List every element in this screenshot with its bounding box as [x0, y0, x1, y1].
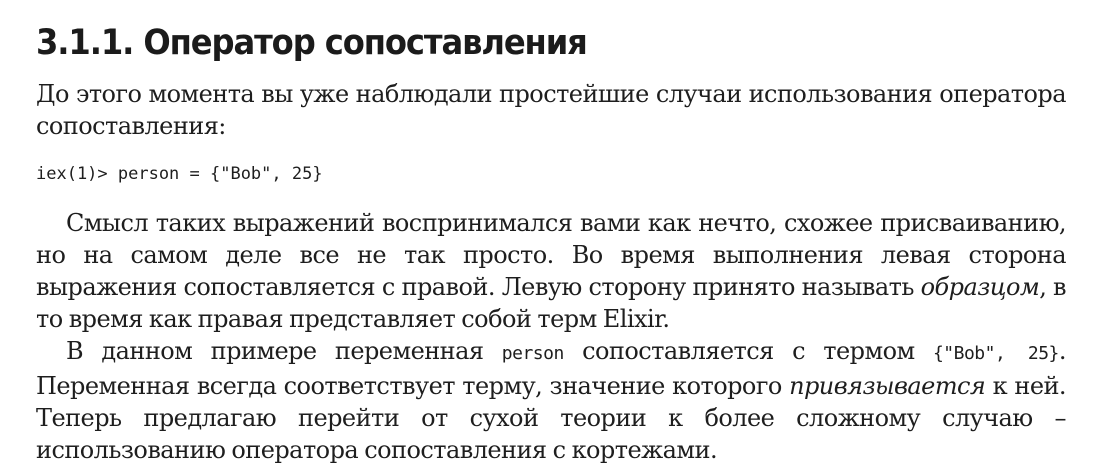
intro-paragraph: До этого момента вы уже наблюдали простейшие случаи использования оператора сопоставления:: [36, 80, 1066, 140]
paragraph-text: . Переменная всегда соответствует терму, значение которого: [36, 337, 1066, 400]
paragraph-text: к ней. Теперь предлагаю перейти от сухой теории к более сложному случаю – использованию оператора сопоставления с кортежами.: [36, 372, 1066, 464]
paragraph-text: Смысл таких выражений воспринимался вами как нечто, схожее присваиванию, но на самом деле все не так просто. Во время выполнения левая сторона выражения сопоставляется с правой. Левую сторону принято называть: [36, 209, 1066, 301]
emphasis-term: образцом: [920, 273, 1040, 301]
paragraph-variable-binding: [36, 335, 1066, 466]
paragraph-pattern-explanation: [36, 207, 1066, 335]
emphasis-term: привязывается: [789, 372, 986, 400]
book-page: [36, 16, 1066, 466]
section-heading: 3.1.1. Оператор сопоставления: [36, 23, 587, 63]
paragraph-text: В данном примере переменная: [66, 337, 502, 365]
paragraph-text: , в то время как правая представляет собой терм Elixir.: [36, 273, 1067, 333]
inline-code-variable: person: [501, 343, 564, 364]
code-example: iex(1)> person = {"Bob", 25}: [36, 164, 323, 184]
inline-code-term: {"Bob", 25}: [932, 343, 1059, 364]
paragraph-text: сопоставляется с термом: [563, 337, 933, 365]
